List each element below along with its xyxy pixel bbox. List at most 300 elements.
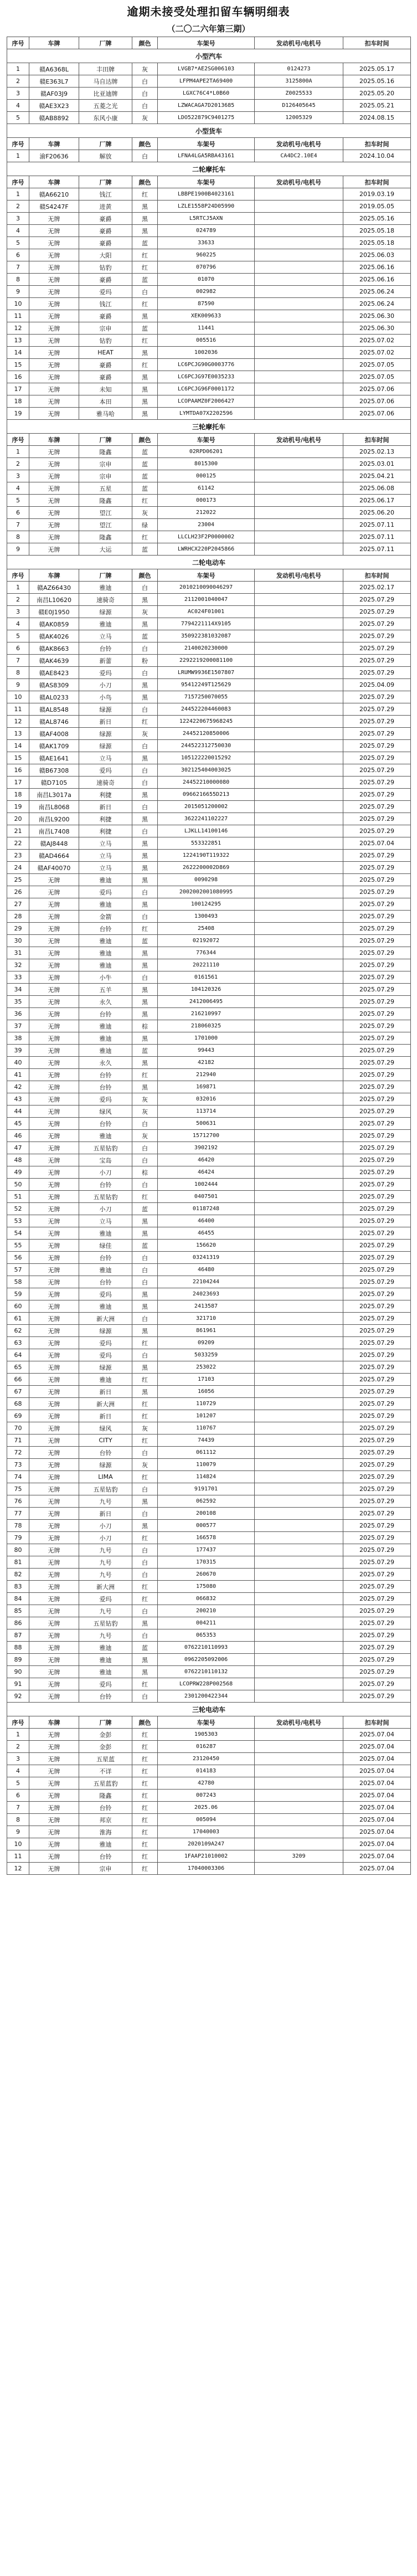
engine-cell (255, 679, 343, 691)
serial-cell: 7 (7, 261, 29, 274)
plate-cell: 无牌 (29, 310, 79, 322)
color-cell: 红 (132, 531, 158, 543)
serial-cell: 41 (7, 1069, 29, 1081)
plate-cell: 无牌 (29, 1678, 79, 1690)
serial-cell: 53 (7, 1215, 29, 1227)
engine-cell (255, 1093, 343, 1106)
plate-cell: 无牌 (29, 1081, 79, 1093)
table-row (7, 1069, 411, 1081)
engine-cell (255, 543, 343, 556)
date-cell: 2025.07.29 (343, 1605, 411, 1617)
table-row (7, 935, 411, 947)
date-cell: 2025.07.29 (343, 642, 411, 655)
brand-cell: 雅迪 (79, 1227, 132, 1240)
plate-cell: 无牌 (29, 1863, 79, 1875)
brand-cell: 绿源 (79, 1459, 132, 1471)
table-row (7, 1850, 411, 1863)
brand-cell: 永久 (79, 1057, 132, 1069)
engine-cell (255, 886, 343, 898)
table-row (7, 1753, 411, 1765)
plate-cell: 无牌 (29, 1471, 79, 1483)
table-row (7, 543, 411, 556)
color-cell: 黑 (132, 984, 158, 996)
date-cell: 2025.04.21 (343, 470, 411, 482)
color-cell: 白 (132, 1556, 158, 1569)
color-cell: 白 (132, 1349, 158, 1361)
date-cell: 2025.07.29 (343, 1422, 411, 1434)
column-header: 扣车时间 (343, 569, 411, 582)
brand-cell: 利捷 (79, 825, 132, 837)
engine-cell: 3125800A (255, 75, 343, 88)
table-row (7, 1288, 411, 1300)
table-row (7, 606, 411, 618)
table-row (7, 1264, 411, 1276)
engine-cell (255, 1753, 343, 1765)
color-cell: 黑 (132, 752, 158, 764)
plate-cell: 赣AF40070 (29, 862, 79, 874)
engine-cell (255, 1191, 343, 1203)
vin-cell: 166578 (158, 1532, 255, 1544)
serial-cell: 66 (7, 1374, 29, 1386)
serial-cell: 37 (7, 1020, 29, 1032)
table-row (7, 1826, 411, 1838)
plate-cell: 无牌 (29, 935, 79, 947)
brand-cell: 五星钻豹 (79, 1142, 132, 1154)
serial-cell: 63 (7, 1337, 29, 1349)
brand-cell: 雅迪 (79, 1374, 132, 1386)
plate-cell: 无牌 (29, 1447, 79, 1459)
engine-cell (255, 971, 343, 984)
color-cell: 蓝 (132, 322, 158, 335)
section-title: 小型汽车 (7, 49, 411, 63)
column-header: 发动机号/电机号 (255, 569, 343, 582)
vin-cell: LZLE1558P24D05990 (158, 200, 255, 213)
table-row (7, 1154, 411, 1166)
table-row (7, 213, 411, 225)
vin-cell: LCOPAAMZ0F2006427 (158, 395, 255, 408)
engine-cell (255, 1629, 343, 1642)
brand-cell: 绿源 (79, 1325, 132, 1337)
engine-cell: 12005329 (255, 112, 343, 124)
vin-cell: 7157250070055 (158, 691, 255, 703)
table-row (7, 1386, 411, 1398)
serial-cell: 19 (7, 408, 29, 420)
table-row (7, 1203, 411, 1215)
brand-cell: LIMA (79, 1471, 132, 1483)
color-cell: 红 (132, 1838, 158, 1850)
date-cell: 2025.07.29 (343, 716, 411, 728)
brand-cell: 雅迪 (79, 1666, 132, 1678)
engine-cell: Z0025533 (255, 88, 343, 100)
date-cell: 2025.07.29 (343, 1544, 411, 1556)
color-cell: 黑 (132, 1361, 158, 1374)
vin-cell: 861961 (158, 1325, 255, 1337)
color-cell: 红 (132, 188, 158, 200)
vin-cell: LLCLH23F2P0000002 (158, 531, 255, 543)
column-header: 车牌 (29, 569, 79, 582)
plate-cell: 无牌 (29, 1179, 79, 1191)
color-cell: 白 (132, 1508, 158, 1520)
engine-cell (255, 850, 343, 862)
table-row (7, 618, 411, 630)
section-header-row (7, 124, 411, 138)
color-cell: 黑 (132, 1666, 158, 1678)
date-cell: 2025.07.02 (343, 347, 411, 359)
plate-cell: 无牌 (29, 1361, 79, 1374)
engine-cell (255, 1398, 343, 1410)
vin-cell: 74439 (158, 1434, 255, 1447)
table-row (7, 801, 411, 813)
engine-cell (255, 1179, 343, 1191)
serial-cell: 1 (7, 150, 29, 162)
color-cell: 灰 (132, 606, 158, 618)
color-cell: 蓝 (132, 274, 158, 286)
date-cell: 2025.07.29 (343, 959, 411, 971)
color-cell: 灰 (132, 1459, 158, 1471)
date-cell: 2025.07.04 (343, 1850, 411, 1863)
brand-cell: 爱玛 (79, 286, 132, 298)
table-row (7, 777, 411, 789)
color-cell: 黑 (132, 1215, 158, 1227)
serial-cell: 40 (7, 1057, 29, 1069)
brand-cell: 未知 (79, 383, 132, 395)
serial-cell: 16 (7, 371, 29, 383)
color-cell: 棕 (132, 1020, 158, 1032)
table-row (7, 383, 411, 395)
date-cell: 2025.07.29 (343, 850, 411, 862)
serial-cell: 1 (7, 582, 29, 594)
plate-cell: 无牌 (29, 1605, 79, 1617)
serial-cell: 59 (7, 1288, 29, 1300)
date-cell: 2025.07.29 (343, 1240, 411, 1252)
engine-cell (255, 1838, 343, 1850)
serial-cell: 13 (7, 728, 29, 740)
date-cell: 2025.07.04 (343, 1741, 411, 1753)
column-header: 序号 (7, 138, 29, 150)
plate-cell: 赣AK1709 (29, 740, 79, 752)
brand-cell: 小刀 (79, 679, 132, 691)
engine-cell (255, 1642, 343, 1654)
color-cell: 白 (132, 75, 158, 88)
date-cell: 2025.03.01 (343, 458, 411, 470)
plate-cell: 无牌 (29, 1790, 79, 1802)
color-cell: 黑 (132, 813, 158, 825)
table-row (7, 1508, 411, 1520)
serial-cell: 85 (7, 1605, 29, 1617)
brand-cell: 豪爵 (79, 237, 132, 249)
plate-cell: 无牌 (29, 507, 79, 519)
plate-cell: 无牌 (29, 1666, 79, 1678)
color-cell: 红 (132, 1593, 158, 1605)
serial-cell: 4 (7, 482, 29, 495)
table-row (7, 971, 411, 984)
serial-cell: 70 (7, 1422, 29, 1434)
color-cell: 白 (132, 1154, 158, 1166)
column-header: 颜色 (132, 176, 158, 188)
date-cell: 2025.07.29 (343, 801, 411, 813)
vin-cell: 2292219200081100 (158, 655, 255, 667)
table-row (7, 188, 411, 200)
table-row (7, 249, 411, 261)
brand-cell: 台铃 (79, 1276, 132, 1288)
brand-cell: 雅马哈 (79, 408, 132, 420)
date-cell: 2025.06.30 (343, 310, 411, 322)
table-row (7, 996, 411, 1008)
table-row (7, 1045, 411, 1057)
engine-cell (255, 261, 343, 274)
serial-cell: 52 (7, 1203, 29, 1215)
brand-cell: 雅迪 (79, 1130, 132, 1142)
table-row (7, 813, 411, 825)
brand-cell: 台铃 (79, 923, 132, 935)
vin-cell: 776344 (158, 947, 255, 959)
table-row (7, 446, 411, 458)
plate-cell: 无牌 (29, 1569, 79, 1581)
date-cell: 2025.07.29 (343, 764, 411, 777)
brand-cell: 钱江 (79, 298, 132, 310)
engine-cell (255, 1032, 343, 1045)
vin-cell: 177437 (158, 1544, 255, 1556)
serial-cell: 39 (7, 1045, 29, 1057)
plate-cell: 无牌 (29, 1130, 79, 1142)
engine-cell: D126405645 (255, 100, 343, 112)
vin-cell: AC024F01001 (158, 606, 255, 618)
color-cell: 红 (132, 1678, 158, 1690)
engine-cell (255, 1130, 343, 1142)
engine-cell (255, 777, 343, 789)
vin-cell: 110729 (158, 1398, 255, 1410)
vin-cell: 000173 (158, 495, 255, 507)
engine-cell (255, 495, 343, 507)
brand-cell: 九号 (79, 1544, 132, 1556)
table-row (7, 642, 411, 655)
vehicle-table (7, 37, 411, 1875)
plate-cell: 南昌L3017a (29, 789, 79, 801)
engine-cell (255, 1666, 343, 1678)
color-cell: 白 (132, 1629, 158, 1642)
serial-cell: 78 (7, 1520, 29, 1532)
serial-cell: 10 (7, 691, 29, 703)
brand-cell: 隆鑫 (79, 495, 132, 507)
vin-cell: 33633 (158, 237, 255, 249)
serial-cell: 76 (7, 1495, 29, 1508)
brand-cell: 立马 (79, 630, 132, 642)
engine-cell (255, 825, 343, 837)
plate-cell: 无牌 (29, 408, 79, 420)
brand-cell: 绿源 (79, 703, 132, 716)
engine-cell (255, 1337, 343, 1349)
table-row (7, 594, 411, 606)
serial-cell: 22 (7, 837, 29, 850)
color-cell: 白 (132, 1313, 158, 1325)
plate-cell: 赣D7105 (29, 777, 79, 789)
table-row (7, 1581, 411, 1593)
plate-cell: 南昌L10620 (29, 594, 79, 606)
serial-cell: 9 (7, 679, 29, 691)
vin-cell: 0407501 (158, 1191, 255, 1203)
date-cell: 2025.07.29 (343, 703, 411, 716)
plate-cell: 无牌 (29, 519, 79, 531)
date-cell: 2024.08.15 (343, 112, 411, 124)
engine-cell (255, 1654, 343, 1666)
brand-cell: 隆鑫 (79, 1790, 132, 1802)
vin-cell: 02192072 (158, 935, 255, 947)
serial-cell: 3 (7, 88, 29, 100)
serial-cell: 1 (7, 188, 29, 200)
plate-cell: 无牌 (29, 1337, 79, 1349)
engine-cell (255, 213, 343, 225)
date-cell: 2025.05.18 (343, 237, 411, 249)
serial-cell: 3 (7, 470, 29, 482)
date-cell: 2025.07.29 (343, 1300, 411, 1313)
engine-cell (255, 837, 343, 850)
engine-cell (255, 911, 343, 923)
vin-cell: 065353 (158, 1629, 255, 1642)
date-cell: 2025.07.29 (343, 1471, 411, 1483)
color-cell: 黑 (132, 310, 158, 322)
engine-cell (255, 1471, 343, 1483)
brand-cell: 大运 (79, 543, 132, 556)
table-row (7, 1605, 411, 1617)
date-cell: 2025.07.29 (343, 1678, 411, 1690)
date-cell: 2025.07.29 (343, 1106, 411, 1118)
vin-cell: 2622200002D869 (158, 862, 255, 874)
color-cell: 黑 (132, 898, 158, 911)
brand-cell: 雅迪 (79, 1264, 132, 1276)
serial-cell: 47 (7, 1142, 29, 1154)
column-header: 扣车时间 (343, 37, 411, 49)
date-cell: 2025.02.17 (343, 582, 411, 594)
table-row (7, 1240, 411, 1252)
vin-cell: LWRHCX220P2045866 (158, 543, 255, 556)
color-cell: 黑 (132, 408, 158, 420)
color-cell: 黑 (132, 1325, 158, 1337)
serial-cell: 55 (7, 1240, 29, 1252)
plate-cell: 无牌 (29, 1276, 79, 1288)
serial-cell: 1 (7, 63, 29, 75)
table-row (7, 470, 411, 482)
engine-cell (255, 322, 343, 335)
vin-cell: 007243 (158, 1790, 255, 1802)
vin-cell: 113714 (158, 1106, 255, 1118)
engine-cell (255, 789, 343, 801)
table-row (7, 691, 411, 703)
vin-cell: 105122220015292 (158, 752, 255, 764)
vin-cell: 46480 (158, 1264, 255, 1276)
vin-cell: 024789 (158, 225, 255, 237)
vin-cell: LFPM4APE2TA69400 (158, 75, 255, 88)
brand-cell: 雅迪 (79, 1642, 132, 1654)
date-cell: 2025.07.29 (343, 1179, 411, 1191)
serial-cell: 26 (7, 886, 29, 898)
serial-cell: 4 (7, 225, 29, 237)
table-row (7, 984, 411, 996)
color-cell: 白 (132, 286, 158, 298)
brand-cell: 雅迪 (79, 898, 132, 911)
engine-cell (255, 1569, 343, 1581)
engine-cell (255, 1556, 343, 1569)
plate-cell: 无牌 (29, 947, 79, 959)
plate-cell: 无牌 (29, 274, 79, 286)
plate-cell: 无牌 (29, 1008, 79, 1020)
color-cell: 红 (132, 1398, 158, 1410)
vin-cell: 1224190T119322 (158, 850, 255, 862)
serial-cell: 57 (7, 1264, 29, 1276)
vin-cell: 960225 (158, 249, 255, 261)
plate-cell: 无牌 (29, 1142, 79, 1154)
section-title: 小型货车 (7, 124, 411, 138)
serial-cell: 89 (7, 1654, 29, 1666)
column-header: 车架号 (158, 176, 255, 188)
serial-cell: 79 (7, 1532, 29, 1544)
table-row (7, 886, 411, 898)
section-title: 二轮摩托车 (7, 162, 411, 176)
plate-cell: 无牌 (29, 1434, 79, 1447)
brand-cell: 新蕾 (79, 655, 132, 667)
table-row (7, 850, 411, 862)
vin-cell: 101207 (158, 1410, 255, 1422)
plate-cell: 无牌 (29, 1398, 79, 1410)
plate-cell: 无牌 (29, 959, 79, 971)
table-row (7, 1495, 411, 1508)
color-cell: 黑 (132, 837, 158, 850)
brand-cell: 金彭 (79, 1729, 132, 1741)
table-row (7, 1130, 411, 1142)
plate-cell: 无牌 (29, 1106, 79, 1118)
brand-cell: 豪爵 (79, 310, 132, 322)
date-cell: 2025.07.04 (343, 1802, 411, 1814)
color-cell: 灰 (132, 507, 158, 519)
serial-cell: 44 (7, 1106, 29, 1118)
brand-cell: 绿佳 (79, 1240, 132, 1252)
engine-cell (255, 1690, 343, 1703)
table-row (7, 150, 411, 162)
color-cell: 黑 (132, 213, 158, 225)
engine-cell (255, 655, 343, 667)
brand-cell: 新日 (79, 1410, 132, 1422)
engine-cell (255, 1447, 343, 1459)
table-row (7, 322, 411, 335)
table-row (7, 1483, 411, 1495)
date-cell: 2025.07.29 (343, 1337, 411, 1349)
plate-cell: 无牌 (29, 383, 79, 395)
vin-cell: L5RTCJ5AXN (158, 213, 255, 225)
table-row (7, 655, 411, 667)
header-row (7, 138, 411, 150)
vin-cell: 24452210000080 (158, 777, 255, 789)
engine-cell (255, 1765, 343, 1777)
plate-cell: 无牌 (29, 458, 79, 470)
vin-cell: 95412249T125629 (158, 679, 255, 691)
date-cell: 2025.07.29 (343, 1154, 411, 1166)
vin-cell: 2010210090046297 (158, 582, 255, 594)
plate-cell: 无牌 (29, 1802, 79, 1814)
engine-cell (255, 395, 343, 408)
color-cell: 蓝 (132, 446, 158, 458)
table-row (7, 1863, 411, 1875)
date-cell: 2025.07.29 (343, 935, 411, 947)
column-header: 发动机号/电机号 (255, 434, 343, 446)
date-cell: 2025.07.06 (343, 408, 411, 420)
date-cell: 2025.07.29 (343, 825, 411, 837)
color-cell: 白 (132, 1447, 158, 1459)
color-cell: 黑 (132, 1617, 158, 1629)
engine-cell (255, 764, 343, 777)
date-cell: 2024.10.04 (343, 150, 411, 162)
plate-cell: 无牌 (29, 298, 79, 310)
date-cell: 2025.06.20 (343, 507, 411, 519)
serial-cell: 17 (7, 777, 29, 789)
